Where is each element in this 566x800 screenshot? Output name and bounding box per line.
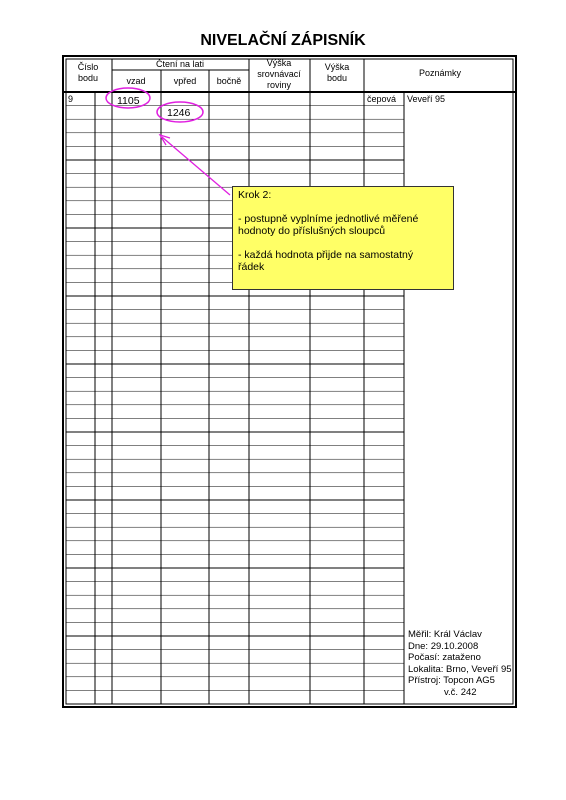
header-foresight: vpřed	[173, 76, 197, 86]
column-lines	[95, 59, 404, 704]
header-notes: Poznámky	[418, 68, 462, 78]
header-height-2: bodu	[326, 73, 348, 83]
header-side: bočně	[216, 76, 242, 86]
callout-line-3: - postupně vyplníme jednotlivé měřené	[238, 213, 419, 225]
page-title: NIVELAČNÍ ZÁPISNÍK	[200, 32, 366, 49]
cell-backsight: 1105	[117, 95, 140, 107]
meta-instrument: Přístroj: Topcon AG5	[408, 675, 495, 686]
cell-note-desc: Veveří 95	[407, 94, 446, 104]
header-height-1: Výška	[324, 62, 350, 72]
meta-surveyor: Měřil: Král Václav	[408, 629, 482, 640]
meta-weather: Počasí: zataženo	[408, 652, 481, 663]
callout-line-4: hodnoty do příslušných sloupců	[238, 225, 386, 237]
callout-arrow	[162, 137, 230, 195]
header-point-2: bodu	[77, 73, 99, 83]
header-collimation-2: srovnávací	[257, 69, 301, 79]
header-collimation-3: roviny	[266, 80, 292, 90]
meta-locality: Lokalita: Brno, Veveří 95	[408, 663, 512, 675]
meta-serial: v.č. 242	[444, 686, 477, 698]
table-frame	[63, 56, 516, 707]
cell-point: 9	[68, 94, 74, 104]
cell-foresight: 1246	[167, 107, 191, 119]
meta-date: Dne: 29.10.2008	[408, 640, 479, 652]
callout-line-1: Krok 2:	[238, 189, 272, 201]
header-backsight: vzad	[126, 76, 146, 86]
cell-note-type: čepová	[367, 94, 397, 104]
header-collimation-1: Výška	[266, 58, 292, 68]
header-staff-reading: Čtení na lati	[155, 59, 205, 69]
callout-line-7: řádek	[238, 261, 265, 273]
survey-metadata	[408, 629, 512, 698]
header-point-1: Číslo	[77, 62, 99, 72]
callout-box	[232, 186, 454, 290]
callout-line-6: - každá hodnota přijde na samostatný	[238, 249, 414, 261]
